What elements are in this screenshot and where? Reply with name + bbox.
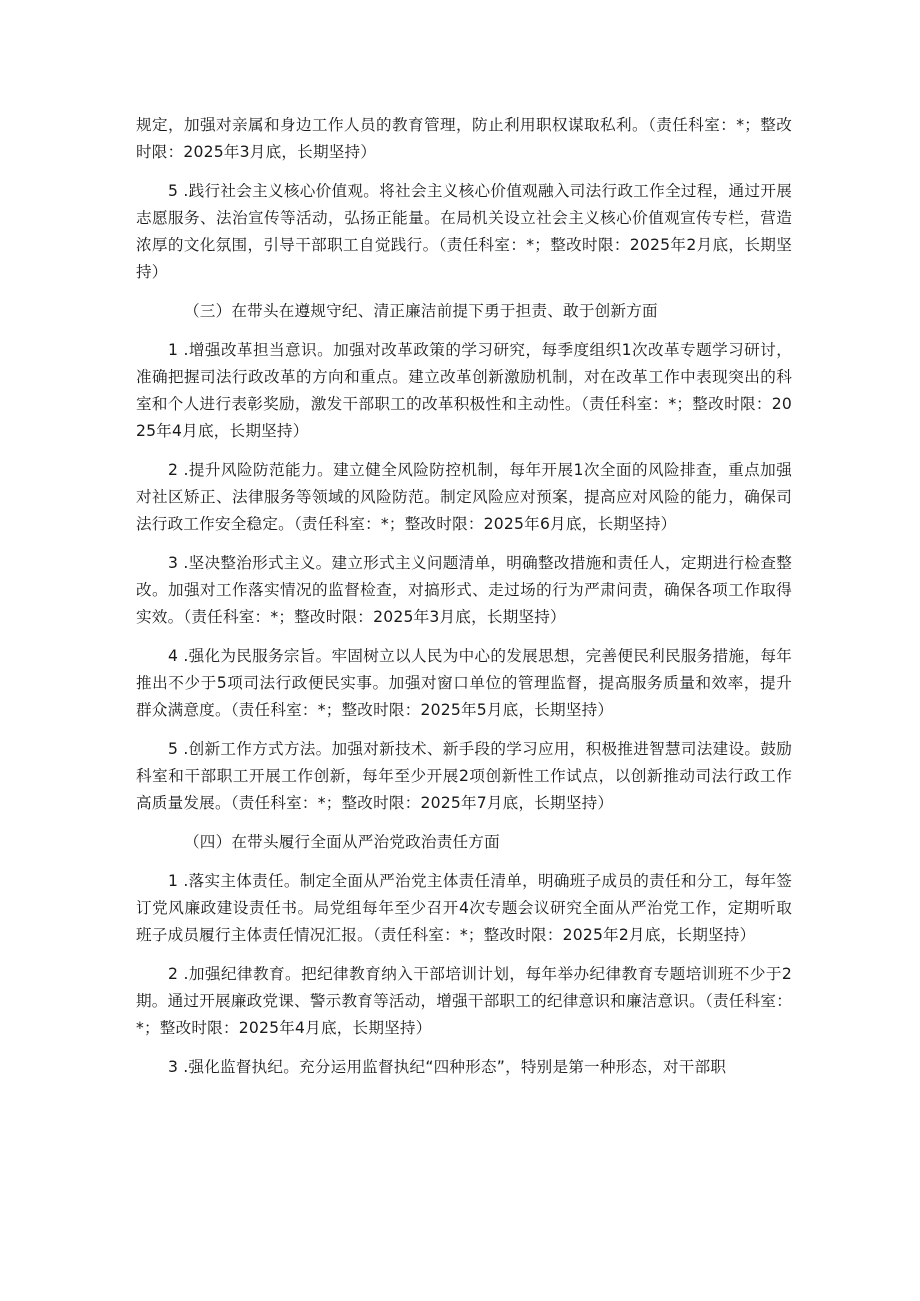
paragraph-item-5-core-values: 5 .践行社会主义核心价值观。将社会主义核心价值观融入司法行政工作全过程，通过开展志愿服务、法治宣传等活动，弘扬正能量。在局机关设立社会主义核心价值观宣传专栏，营造浓厚的文化氛围，引导干部职工自觉践行。（责任科室：*；整改时限：2025年2月底，长期坚持） [136,182,792,281]
section-heading-3: （三）在带头在遵规守纪、清正廉洁前提下勇于担责、敢于创新方面 [184,302,658,320]
paragraph-item-3-formalism: 3 .坚决整治形式主义。建立形式主义问题清单，明确整改措施和责任人，定期进行检查整改。加强对工作落实情况的监督检查，对搞形式、走过场的行为严肃问责，确保各项工作取得实效。（责任科室：*；整改时限：2025年3月底，长期坚持） [136,554,792,626]
paragraph-item-5-innovation: 5 .创新工作方式方法。加强对新技术、新手段的学习应用，积极推进智慧司法建设。鼓励科室和干部职工开展工作创新，每年至少开展2项创新性工作试点，以创新推动司法行政工作高质量发展。（责任科室：*；整改时限：2025年7月底，长期坚持） [136,740,792,812]
paragraph-item-4-service: 4 .强化为民服务宗旨。牢固树立以人民为中心的发展思想，完善便民利民服务措施，每年推出不少于5项司法行政便民实事。加强对窗口单位的管理监督，提高服务质量和效率，提升群众满意度。（责任科室：*；整改时限：2025年5月底，长期坚持） [136,647,792,719]
section-heading-4: （四）在带头履行全面从严治党政治责任方面 [184,833,500,851]
paragraph-item-1-responsibility: 1 .落实主体责任。制定全面从严治党主体责任清单，明确班子成员的责任和分工，每年签订党风廉政建设责任书。局党组每年至少召开4次专题会议研究全面从严治党工作，定期听取班子成员履行主体责任情况汇报。（责任科室：*；整改时限：2025年2月底，长期坚持） [136,872,792,944]
paragraph-item-2-risk: 2 .提升风险防范能力。建立健全风险防控机制，每年开展1次全面的风险排查，重点加强对社区矫正、法律服务等领域的风险防范。制定风险应对预案，提高应对风险的能力，确保司法行政工作安全稳定。（责任科室：*；整改时限：2025年6月底，长期坚持） [136,461,792,533]
paragraph-item-1-reform: 1 .增强改革担当意识。加强对改革政策的学习研究，每季度组织1次改革专题学习研讨，准确把握司法行政改革的方向和重点。建立改革创新激励机制，对在改革工作中表现突出的科室和个人进行表彰奖励，激发干部职工的改革积极性和主动性。（责任科室：*；整改时限：2025年4月底，长期坚持） [136,341,792,440]
document-page [136,112,792,1093]
paragraph-continuation: 规定，加强对亲属和身边工作人员的教育管理，防止利用职权谋取私利。（责任科室：*；整改时限：2025年3月底，长期坚持） [136,116,792,161]
paragraph-item-2-discipline: 2 .加强纪律教育。把纪律教育纳入干部培训计划，每年举办纪律教育专题培训班不少于2期。通过开展廉政党课、警示教育等活动，增强干部职工的纪律意识和廉洁意识。（责任科室：*；整改时限：2025年4月底，长期坚持） [136,965,792,1037]
paragraph-item-3-supervision: 3 .强化监督执纪。充分运用监督执纪“四种形态”，特别是第一种形态，对干部职 [168,1058,727,1076]
